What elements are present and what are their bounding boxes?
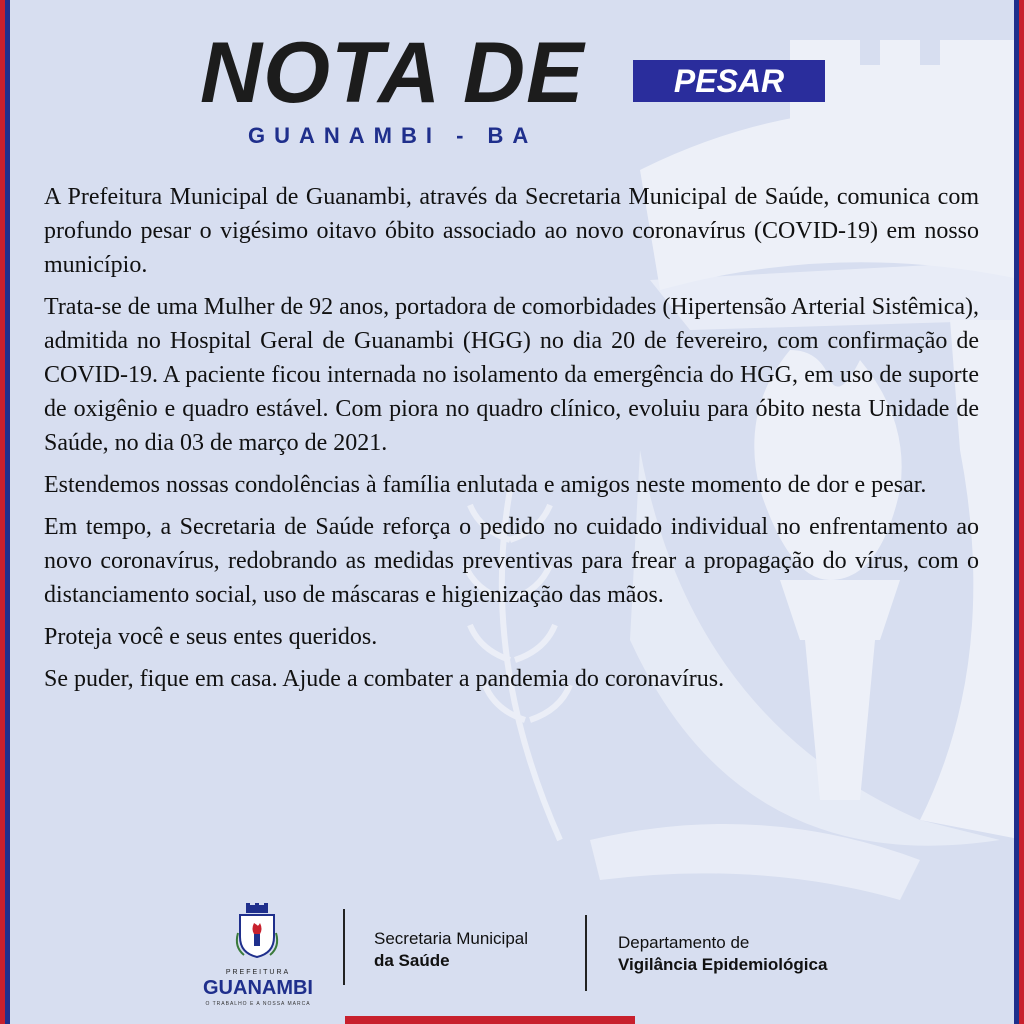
bottom-accent-bar [345, 1016, 635, 1024]
paragraph: Trata-se de uma Mulher de 92 anos, portadora de comorbidades (Hipertensão Arterial Sistêmica), admitida no Hospital Geral de Guanambi (HGG) no dia 20 de fevereiro, com confirmação de COVID-19. A paciente ficou internada no isolamento da emergência do HGG, em uso de suporte de oxigênio e quadro estável. Com piora no quadro clínico, evoluiu para óbito nesta Unidade de Saúde, no dia 03 de março de 2021. [44, 294, 979, 456]
heading-badge-label: PESAR [673, 63, 785, 99]
heading-title: NOTA DE [200, 25, 585, 121]
divider [343, 909, 345, 985]
paragraph: Proteja você e seus entes queridos. [44, 624, 378, 650]
paragraph: Se puder, fique em casa. Ajude a combater a pandemia do coronavírus. [44, 666, 725, 692]
departamento-line-2: Vigilância Epidemiológica [618, 955, 828, 974]
announcement-body [44, 180, 979, 704]
guanambi-logo [196, 903, 320, 1007]
paragraph: Em tempo, a Secretaria de Saúde reforça o pedido no cuidado individual no enfrentamento ao novo coronavírus, redobrando as medidas preventivas para frear a propagação do vírus, com o distanciamento social, uso de máscaras e higienização das mãos. [44, 514, 979, 608]
footer [0, 895, 1024, 1015]
right-border-stripe [1014, 0, 1024, 1024]
paragraph: A Prefeitura Municipal de Guanambi, através da Secretaria Municipal de Saúde, comunica com profundo pesar o vigésimo oitavo óbito associado ao novo coronavírus (COVID-19) em nosso município. [44, 184, 979, 278]
secretaria-line-1: Secretaria Municipal [374, 929, 529, 948]
city-emblem-icon [232, 903, 282, 959]
departamento-label [618, 932, 827, 976]
logo-caption: PREFEITURA [225, 969, 291, 976]
heading-subtitle: GUANAMBI - BA [248, 123, 538, 148]
logo-tagline: O TRABALHO E A NOSSA MARCA [205, 1001, 311, 1007]
divider [585, 915, 587, 991]
secretaria-label [374, 928, 528, 972]
departamento-line-1: Departamento de [618, 933, 750, 952]
left-border-stripe [0, 0, 10, 1024]
paragraph: Estendemos nossas condolências à família enlutada e amigos neste momento de dor e pesar. [44, 472, 927, 498]
secretaria-line-2: da Saúde [374, 951, 450, 970]
logo-name: GUANAMBI [203, 977, 313, 999]
heading-badge [633, 60, 825, 102]
